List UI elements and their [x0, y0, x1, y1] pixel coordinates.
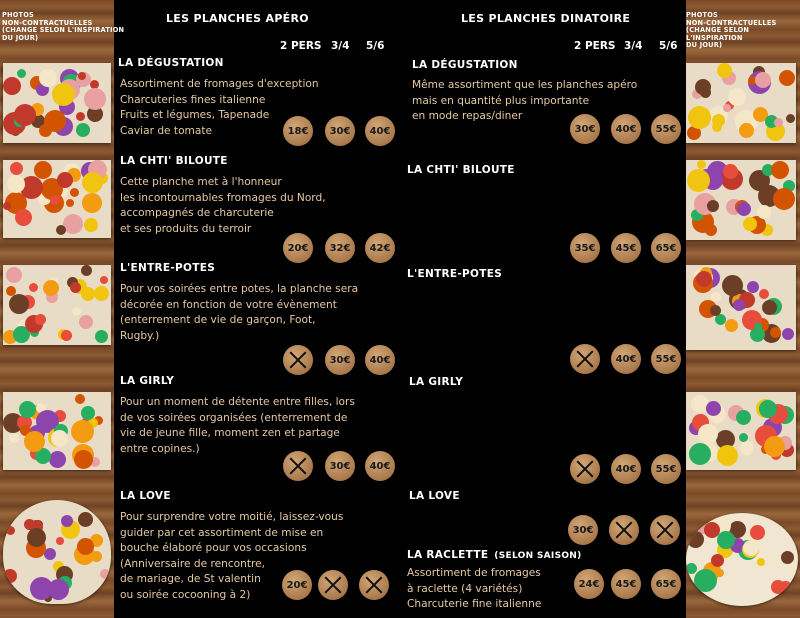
apero-item-desc: Assortiment de fromages d'exception Charcuteries fines italienne Fruits et légumes, Tapenade Caviar de tomate [120, 78, 319, 137]
unavailable-cross-icon [570, 454, 600, 484]
price-badge: 40€ [611, 114, 641, 144]
apero-item-desc: Pour un moment de détente entre filles, lors de vos soirées organisées (enterrement de vie de jeune fille, moment zen et partage entre copines.) [120, 396, 355, 455]
size-2-pers: 2 PERS [574, 40, 616, 52]
price-badge: 55€ [651, 114, 681, 144]
dinatoire-item-name: LA LOVE [409, 490, 460, 502]
price-badge: 30€ [568, 515, 598, 545]
price-badge: 40€ [365, 345, 395, 375]
price-badge: 40€ [365, 116, 395, 146]
price-badge: 40€ [611, 344, 641, 374]
charcuterie-board-photo [3, 160, 111, 238]
price-badge: 55€ [651, 454, 681, 484]
photo-disclaimer-left: PHOTOS NON-CONTRACTUELLES (CHANGE SELON L'INSPIRATION DU JOUR) [2, 11, 125, 42]
apero-item-desc: Pour surprendre votre moitié, laissez-vous guider par cet assortiment de mise en bouche élaboré pour vos occasions (Anniversaire de rencontre, de mariage, de St valentin ou soirée cocooning à 2) [120, 511, 344, 601]
apero-item-desc: Cette planche met à l'honneur les incontournables fromages du Nord, accompagnés de charcuterie et ses produits du terroir [120, 176, 326, 235]
apero-item-name: LA DÉGUSTATION [118, 57, 224, 69]
charcuterie-board-photo [3, 392, 111, 470]
unavailable-cross-icon [650, 515, 680, 545]
unavailable-cross-icon [283, 451, 313, 481]
unavailable-cross-icon [570, 344, 600, 374]
apero-item-name: LA LOVE [120, 490, 171, 502]
price-badge: 20€ [283, 233, 313, 263]
apero-item-name: LA CHTI' BILOUTE [120, 155, 228, 167]
price-badge: 45€ [611, 569, 641, 599]
price-badge: 65€ [651, 569, 681, 599]
unavailable-cross-icon [318, 570, 348, 600]
apero-item-name: L'ENTRE-POTES [120, 262, 216, 274]
dinatoire-item-name: L'ENTRE-POTES [407, 268, 503, 280]
size-3-4: 3/4 [331, 40, 350, 52]
dinatoire-item-desc: Assortiment de fromages à raclette (4 variétés) Charcuterie fine italienne [407, 567, 542, 611]
price-badge: 55€ [651, 344, 681, 374]
price-badge: 32€ [325, 233, 355, 263]
price-badge: 30€ [325, 345, 355, 375]
price-badge: 42€ [365, 233, 395, 263]
photo-disclaimer-right: PHOTOS NON-CONTRACTUELLES (CHANGE SELON L'INSPIRATION DU JOUR) [686, 11, 777, 50]
dinatoire-title: LES PLANCHES DINATOIRE [461, 12, 631, 25]
price-badge: 20€ [282, 570, 312, 600]
price-badge: 40€ [611, 454, 641, 484]
dinatoire-item-name: LA DÉGUSTATION [412, 59, 518, 71]
price-badge: 30€ [325, 451, 355, 481]
unavailable-cross-icon [283, 345, 313, 375]
price-badge: 30€ [570, 114, 600, 144]
price-badge: 35€ [570, 233, 600, 263]
size-5-6: 5/6 [659, 40, 678, 52]
price-badge: 30€ [325, 116, 355, 146]
dinatoire-item-name: LA RACLETTE (SELON SAISON) [407, 549, 582, 561]
unavailable-cross-icon [609, 515, 639, 545]
price-badge: 40€ [365, 451, 395, 481]
charcuterie-board-photo [3, 63, 111, 143]
apero-title: LES PLANCHES APÉRO [166, 12, 309, 25]
charcuterie-board-photo [686, 160, 796, 240]
charcuterie-board-photo [686, 63, 796, 143]
price-badge: 45€ [611, 233, 641, 263]
size-5-6: 5/6 [366, 40, 385, 52]
dinatoire-item-name: LA CHTI' BILOUTE [407, 164, 515, 176]
charcuterie-board-photo [686, 265, 796, 350]
dinatoire-item-name: LA GIRLY [409, 376, 464, 388]
dinatoire-item-desc: Même assortiment que les planches apéro mais en quantité plus importante en mode repas/diner [412, 79, 638, 123]
apero-item-name: LA GIRLY [120, 375, 175, 387]
charcuterie-board-photo [3, 265, 111, 345]
charcuterie-board-photo [3, 500, 111, 604]
unavailable-cross-icon [359, 570, 389, 600]
size-3-4: 3/4 [624, 40, 643, 52]
charcuterie-board-photo [686, 513, 798, 606]
size-2-pers: 2 PERS [280, 40, 322, 52]
price-badge: 18€ [283, 116, 313, 146]
season-note: (SELON SAISON) [494, 551, 582, 561]
apero-item-desc: Pour vos soirées entre potes, la planche sera décorée en fonction de votre évènement (enterrement de vie de garçon, Foot, Rugby.) [120, 283, 359, 342]
price-badge: 65€ [651, 233, 681, 263]
charcuterie-board-photo [686, 392, 796, 470]
price-badge: 24€ [574, 569, 604, 599]
